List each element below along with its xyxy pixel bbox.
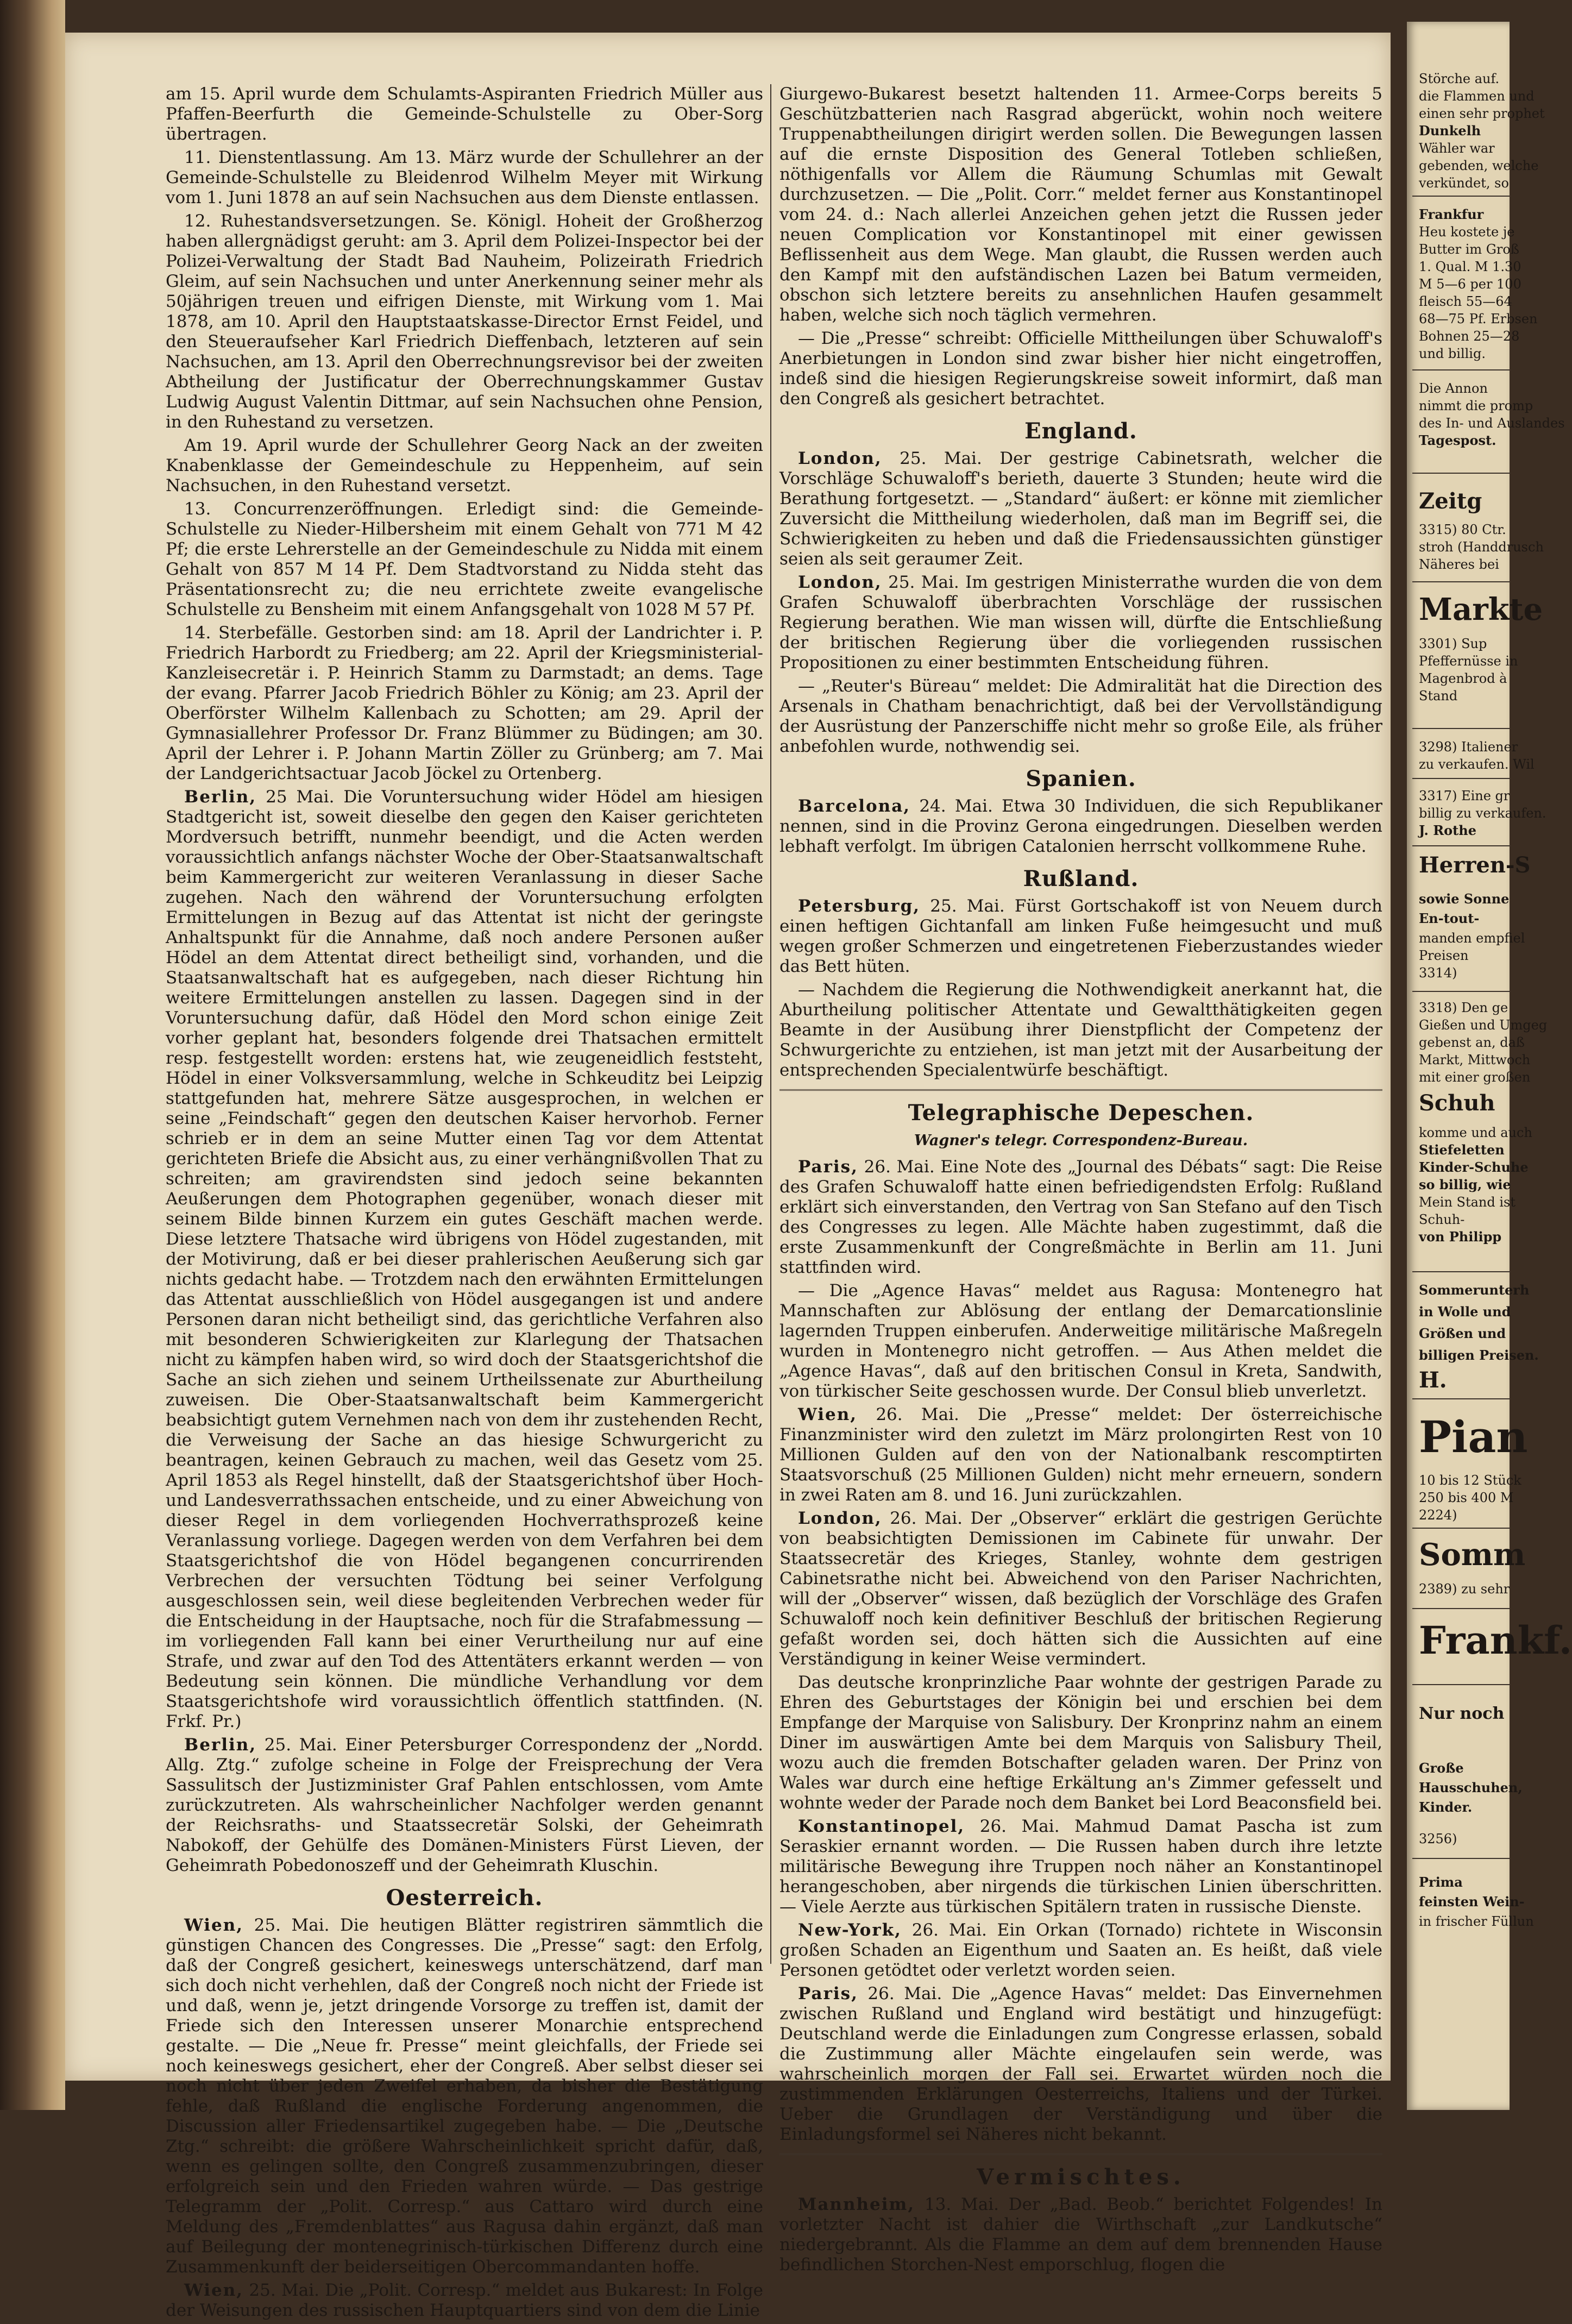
ad-fragment: 2389) zu sehr xyxy=(1419,1581,1510,1597)
ad-fragment: 1. Qual. M 1.30 xyxy=(1419,259,1521,274)
ad-fragment: von Philipp xyxy=(1419,1229,1502,1245)
ad-fragment: 10 bis 12 Stück xyxy=(1419,1473,1521,1488)
ad-divider xyxy=(1412,1608,1510,1609)
dateline-city: Berlin, xyxy=(184,1735,257,1755)
dateline-city: Wien, xyxy=(184,1915,244,1935)
ad-fragment: Nur noch xyxy=(1419,1704,1505,1723)
ad-fragment: in frischer Füllun xyxy=(1419,1914,1534,1929)
ad-divider xyxy=(1412,1858,1510,1859)
section-rule xyxy=(779,2153,1382,2155)
dateline-city: Barcelona, xyxy=(798,796,911,816)
article-text: 25. Mai. Die heutigen Blätter registriren sämmtlich die günstigen Chancen des Congresses. Die „Presse“ sagt: den Erfolg, daß der Congreß gesichert, keineswegs unterschätzend, darf man sich doch nicht verhehlen, daß der Congreß noch nicht der Friede ist und daß, wenn je, jetzt dringende Vorsorge zu treffen ist, damit der Friede sich den Interessen unserer Monarchie entsprechend gestalte. — Die „Neue fr. Presse“ meint gleichfalls, der Friede sei noch keineswegs gesichert, eher der Congreß. Aber selbst dieser sei noch nicht über jeden Zweifel erhaben, da bisher die Bestätigung fehle, daß Rußland die englische Forderung angenommen, die Discussion aller Friedensartikel zugegeben habe. — Die „Deutsche Ztg.“ schreibt: die größere Wahrscheinlichkeit spricht dafür, daß, wenn es gelingen sollte, den Congreß zusammenzubringen, dieser erfolgreich sein und den Frieden wahren würde. — Das gestrige Telegramm der „Polit. Corresp.“ aus Cattaro wird durch eine Meldung des „Fremdenblattes“ aus Ragusa dahin ergänzt, daß man auf Beilegung der montenegrinisch-türkischen Differenz durch eine Zusammenkunft der beiderseitigen Obercommandanten hoffe. xyxy=(166,1915,763,2277)
article-london-1 xyxy=(779,449,1382,569)
ad-fragment: Bohnen 25—28 xyxy=(1419,329,1520,344)
article-text: 25. Mai. Einer Petersburger Correspondenz der „Nordd. Allg. Ztg.“ zufolge scheine in Folge der Freisprechung der Vera Sassulitsch der Justizminister Graf Pahlen entschlossen, vom Amte zurückzutreten. Als wahrscheinlicher Nachfolger werden genannt der Reichsraths- und Staatssecretär Solski, der Geheimrath Nabokoff, der Gehülfe des Domänen-Ministers Fürst Lieven, der Geheimrath Pobedonoszeff und der Geheimrath Kluschin. xyxy=(166,1735,763,1875)
ad-fragment: verkündet, so xyxy=(1419,175,1509,191)
middle-column xyxy=(779,84,1382,2278)
article-london-2 xyxy=(779,573,1382,673)
article-text: 26. Mai. Ein Orkan (Tornado) richtete in Wisconsin großen Schaden an Eigenthum und Saaten an. Es heißt, daß viele Personen getödtet oder verletzt worden seien. xyxy=(779,1920,1383,1980)
article-london-4 xyxy=(779,1509,1382,1669)
paragraph: — Die „Agence Havas“ meldet aus Ragusa: Montenegro hat Mannschaften zur Ablösung der entlang der Demarcationslinie lagernden Truppen einberufen. Anderweitige militärische Maßregeln wurden in Montenegro nicht getroffen. — Aus Athen meldet die „Agence Havas“, daß auf den britischen Consul in Kreta, Sandwith, von türkischer Seite geschossen wurde. Der Consul blieb unverletzt. xyxy=(779,1281,1382,1401)
article-text: 13. Mai. Der „Bad. Beob.“ berichtet Folgendes! In vorletzter Nacht ist dahier die Wirthschaft „zur Landkutsche“ niedergebrannt. Als die Flamme an dem auf dem brennenden Hause befindlichen Storchen-Nest emporschlug, flogen die xyxy=(779,2195,1382,2275)
ad-fragment: 3315) 80 Ctr. xyxy=(1419,522,1506,537)
dateline-city: Wien, xyxy=(798,1405,858,1424)
ad-divider xyxy=(1412,473,1510,474)
paragraph: 12. Ruhestandsversetzungen. Se. Königl. Hoheit der Großherzog haben allergnädigst geruht: am 3. April dem Polizei-Inspector bei der Polizei-Verwaltung der Stadt Bad Nauheim, Polizeirath Friedrich Gleim, auf sein Nachsuchen und unter Anerkennung seiner mehr als 50jährigen treuen und eifrigen Dienste, mit Wirkung vom 1. Mai 1878, am 10. April den Hauptstaatskasse-Director Ernst Feidel, und den Steueraufseher Karl Friedrich Dieffenbach, letzteren auf sein Nachsuchen, am 13. April den Oberrechnungsrevisor bei der zweiten Abtheilung der Justificatur der Oberrechnungskammer Gustav Ludwig August Valentin Dittmar, auf sein Nachsuchen ohne Pension, in den Ruhestand zu versetzen. xyxy=(166,211,763,432)
ad-divider xyxy=(1412,728,1510,729)
article-text: 26. Mai. Eine Note des „Journal des Débats“ sagt: Die Reise des Grafen Schuwaloff hatte einen befriedigendsten Erfolg: Rußland erklärt sich einverstanden, den Vertrag von San Stefano auf den Tisch des Congresses zu legen. Alle Mächte haben zugestimmt, daß die erste Zusammenkunft der Congreßmächte in Berlin am 11. Juni stattfinden wird. xyxy=(779,1157,1382,1277)
ad-divider xyxy=(1412,1528,1510,1529)
paragraph: am 15. April wurde dem Schulamts-Aspiranten Friedrich Müller aus Pfaffen-Beerfurth die Gemeinde-Schulstelle zu Ober-Sorg übertragen. xyxy=(166,84,763,144)
ad-divider xyxy=(1412,369,1510,370)
dateline-city: Mannheim, xyxy=(798,2195,915,2214)
ad-headline: Zeitg xyxy=(1419,488,1482,514)
ad-fragment: Wähler war xyxy=(1419,141,1495,156)
article-text: 26. Mai. Die „Agence Havas“ meldet: Das Einvernehmen zwischen Rußland und England wird bestätigt und hinzugefügt: Deutschland werde die Einladungen zum Congresse erlassen, sobald die Zustimmung aller Mächte eingelaufen sein werde, was wahrscheinlich morgen der Fall sei. Erwartet würden noch die zustimmenden Erklärungen Oesterreichs, Italiens und der Türkei. Ueber die Grundlagen der Verständigung und über die Einladungsformel sei Näheres nicht bekannt. xyxy=(779,1984,1382,2144)
ad-fragment: 3301) Sup xyxy=(1419,636,1487,651)
ad-divider xyxy=(1412,1684,1510,1685)
paragraph: Am 19. April wurde der Schullehrer Georg Nack an der zweiten Knabenklasse der Gemeindeschule zu Heppenheim, auf sein Nachsuchen, in den Ruhestand versetzt. xyxy=(166,436,763,495)
ad-fragment: feinsten Wein- xyxy=(1419,1894,1525,1910)
section-heading: Rußland. xyxy=(1023,866,1139,891)
article-text: 26. Mai. Der „Observer“ erklärt die gestrigen Gerüchte von beabsichtigten Demissionen im Cabinete für unwahr. Der Staatssecretär des Krieges, Stanley, wohnte dem gestrigen Cabinetsrathe nicht bei. Abweichend von den Pariser Nachrichten, will der „Observer“ wissen, daß bezüglich der Vorschläge des Grafen Schuwaloff noch kein definitiver Beschluß der britischen Regierung gefaßt worden sei, doch hätten sich die Aussichten auf eine Verständigung in keiner Weise vermindert. xyxy=(779,1509,1382,1669)
article-new-york xyxy=(779,1920,1382,1981)
ad-fragment: Die Annon xyxy=(1419,381,1488,396)
newspaper-page xyxy=(65,33,1391,2320)
article-text: 26. Mai. Die „Presse“ meldet: Der österreichische Finanzminister wird den zuletzt im März prolongirten Rest von 10 Millionen Gulden auf den von der Nationalbank rescomptirten Staatsvorschuß (25 Millionen Gulden) nicht mehr erneuern, sondern in zwei Raten am 8. und 16. Juni zurückzahlen. xyxy=(779,1405,1382,1505)
paragraph: Das deutsche kronprinzliche Paar wohnte der gestrigen Parade zu Ehren des Geburtstages der Königin bei und erschien bei dem Empfange der Marquise von Salisbury. Der Kronprinz nahm an einem Diner im auswärtigen Amte bei dem Marquis von Salisbury Theil, wozu auch die fremden Botschafter geladen waren. Der Prinz von Wales war durch eine heftige Erkältung an's Zimmer gefesselt und wohnte weder der Parade noch dem Banket bei Lord Beaconsfield bei. xyxy=(779,1673,1382,1813)
left-column xyxy=(166,84,763,2324)
ad-fragment: Frankfur xyxy=(1419,206,1484,222)
article-text: 24. Mai. Etwa 30 Individuen, die sich Republikaner nennen, sind in die Provinz Gerona eingedrungen. Dieselben werden lebhaft verfolgt. Im übrigen Catalonien herrscht vollkommene Ruhe. xyxy=(779,796,1382,856)
paragraph: 13. Concurrenzeröffnungen. Erledigt sind: die Gemeinde-Schulstelle zu Nieder-Hilbersheim mit einem Gehalt von 771 M 42 Pf; die erste Lehrerstelle an der Gemeindeschule zu Nidda mit einem Gehalt von 857 M 14 Pf. Dem Stadtvorstand zu Nidda steht das Präsentationsrecht zu; die neu errichtete zweite evangelische Schulstelle zu Bensheim mit einem Anfangsgehalt von 1028 M 57 Pf. xyxy=(166,499,763,619)
ad-fragment: zu verkaufen. Wil xyxy=(1419,757,1535,772)
dateline-city: Paris, xyxy=(798,1157,858,1177)
ad-fragment: fleisch 55—64 xyxy=(1419,294,1512,309)
ad-divider xyxy=(1412,196,1510,197)
dateline-city: Wien, xyxy=(184,2281,244,2300)
article-konstantinopel xyxy=(779,1817,1382,1917)
article-text: 25 Mai. Die Voruntersuchung wider Hödel am hiesigen Stadtgericht ist, soweit dieselbe den gegen den Kaiser gerichteten Mordversuch betrifft, nunmehr beendigt, und die Acten werden voraussichtlich anfangs nächster Woche der Ober-Staatsanwaltschaft beim Kammergericht zur weiteren Veranlassung in dieser Sache zugehen. Nach den während der Voruntersuchung erfolgten Ermittelungen in Bezug auf das Attentat ist nicht der geringste Anhaltspunkt für die Annahme, daß noch andere Personen außer Hödel an dem Attentat direct betheiligt sind, vorhanden, und die Staatsanwaltschaft hat es aufgegeben, nach dieser Richtung hin weitere Ermittelungen anstellen zu lassen. Dagegen sind in der Voruntersuchung dafür, daß Hödel den Mord schon einige Zeit vorher geplant hat, besonders folgende drei Thatsachen ermittelt resp. festgestellt worden: erstens hat, wie zeugeneidlich feststeht, Hödel in einer Volksversammlung, welche in Schkeuditz bei Leipzig stattgefunden hat, mehrere Sätze ausgesprochen, in welchen er seine „Feindschaft“ gegen den deutschen Kaiser hervorhob. Ferner schrieb er in dem an seine Mutter einen Tag vor dem Attentat gerichteten Briefe die Absicht aus, zu einer verhängnißvollen That zu schreiten; am gravirendsten sind jedoch seine bekannten Aeußerungen dem Photographen gegenüber, wonach dieser mit seinem Bilde binnen Kurzem ein gutes Geschäft machen werde. Diese letztere Thatsache wird übrigens von Hödel zugestanden, mit der Motivirung, daß er bei dieser prahlerischen Aeußerung sich gar nichts gedacht habe. — Trotzdem nach den erwähnten Ermittelungen das Attentat ausschließlich von Hödel ausgegangen ist und andere Personen daran nicht betheiligt sind, das gerichtliche Verfahren also mit besonderen Schwierigkeiten zur Klarlegung der Thatsachen nicht zu kämpfen haben wird, so wird doch der Staatsgerichtshof die Sache an sich ziehen und seinem Urtheilssenate zur Aburtheilung zuweisen. Die Ober-Staatsanwaltschaft beim Kammergericht beabsichtigt gutem Vernehmen nach von dem ihr zustehenden Recht, die Verweisung der Sache an das hiesige Schwurgericht zu beantragen, keinen Gebrauch zu machen, weil das Gesetz vom 25. April 1853 als Regel hinstellt, daß der Staatsgerichtshof über Hoch- und Landesverrathssachen entscheide, und zu einer Abweichung von dieser Regel in dem vorliegenden Hochverrathsprozeß keine Veranlassung vorliege. Dagegen werden von dem Verfahren bei dem Staatsgerichtshof die von Hödel begangenen concurrirenden Verbrechen der versuchten Tödtung bei seiner Verfolgung ausgeschlossen sein, weil diese begleitenden Verbrechen weder für die Entscheidung in der Hauptsache, noch für die Strafabmessung — im vorliegenden Fall kann bei einer Verurtheilung nur auf eine Strafe, und zwar auf den Tod des Attentäters erkannt werden — von Bedeutung sein können. Die mündliche Verhandlung vor dem Staatsgerichtshofe wird voraussichtlich öffentlich stattfinden. xyxy=(166,787,763,1711)
article-paris-1 xyxy=(779,1157,1382,1278)
ad-headline: Schuh xyxy=(1419,1090,1495,1116)
ad-fragment: billig zu verkaufen. xyxy=(1419,806,1546,821)
section-heading: Oesterreich. xyxy=(386,1885,543,1911)
paragraph: Giurgewo-Bukarest besetzt haltenden 11. Armee-Corps bereits 5 Geschützbatterien nach Rasgrad abgerückt, wohin noch weitere Truppenabtheilungen dirigirt werden sollen. Die Bewegungen lassen auf die ernste Disposition des General Totleben schließen, nöthigenfalls vor Allem die Räumung Schumlas mit Gewalt durchzusetzen. — Die „Polit. Corr.“ meldet ferner aus Konstantinopel vom 24. d.: Nach allerlei Anzeichen gehen jetzt die Russen jeder neuen Complication vor Konstantinopel mit einer gewissen Beflissenheit aus dem Wege. Man glaubt, die Russen werden auch den Kampf mit den aufständischen Lazen bei Batum vermeiden, obschon sich letztere bereits zu ansehnlichen Haufen gesammelt haben, welche sich noch täglich vermehren. xyxy=(779,84,1382,325)
dateline-city: Paris, xyxy=(798,1984,858,2003)
adjacent-page-edge xyxy=(1407,22,1572,2110)
ad-fragment: Heu kostete je xyxy=(1419,224,1515,240)
paragraph: — Nachdem die Regierung die Nothwendigkeit anerkannt hat, die Aburtheilung politischer Attentate und Gewaltthätigkeiten gegen Beamte in der Ausübung ihrer Dienstpflicht der Competenz der Schwurgerichte zu entziehen, ist man jetzt mit der Ausarbeitung der entsprechenden Specialentwürfe beschäftigt. xyxy=(779,980,1382,1080)
ad-fragment: Gießen und Umgeg xyxy=(1419,1017,1548,1033)
ad-fragment: Störche auf. xyxy=(1419,71,1500,86)
paragraph: — „Reuter's Büreau“ meldet: Die Admiralität hat die Direction des Arsenals in Chatham benachrichtigt, daß bei der Vervollständigung der Ausrüstung der Panzerschiffe nicht mehr so große Eile, als früher anbefohlen wurde, nothwendig sei. xyxy=(779,676,1382,756)
article-wien-2 xyxy=(166,2281,763,2321)
ad-divider xyxy=(1412,581,1510,582)
ad-fragment: Tagespost. xyxy=(1419,432,1496,448)
ad-divider xyxy=(1412,845,1510,846)
ad-headline: Markte xyxy=(1419,592,1543,627)
paragraph: — Die „Presse“ schreibt: Officielle Mittheilungen über Schuwaloff's Anerbietungen in London sind zwar bisher hier nicht eingetroffen, indeß sind die hiesigen Regierungskreise soweit informirt, daß man den Congreß als gesichert betrachtet. xyxy=(779,329,1382,409)
article-wien-3 xyxy=(779,1405,1382,1505)
ad-fragment: En-tout- xyxy=(1419,910,1480,926)
section-heading: Telegraphische Depeschen. xyxy=(908,1100,1254,1126)
ad-fragment: Große xyxy=(1419,1760,1464,1776)
ad-fragment: Prima xyxy=(1419,1874,1463,1890)
ad-fragment: 68—75 Pf. Erbsen xyxy=(1419,311,1538,326)
article-text: 25. Mai. Im gestrigen Ministerrathe wurden die von dem Grafen Schuwaloff überbrachten Vorschläge der russischen Regierung berathen. Wie man wissen will, dürfte die Entschließung der britischen Regierung über die vorliegenden russischen Propositionen zu einer bestimmten Entscheidung führen. xyxy=(779,573,1382,673)
ad-fragment: manden empfiel xyxy=(1419,931,1525,946)
ad-fragment: komme und auch xyxy=(1419,1125,1532,1140)
ad-headline: Herren-S xyxy=(1419,852,1531,878)
ad-fragment: 3256) xyxy=(1419,1831,1457,1846)
section-rule xyxy=(779,1089,1382,1091)
ad-fragment: Magenbrod à xyxy=(1419,671,1507,686)
ad-headline: Somm xyxy=(1419,1537,1526,1573)
ad-fragment: 2224) xyxy=(1419,1508,1457,1523)
ad-fragment: mit einer großen xyxy=(1419,1070,1531,1085)
article-text: 25. Mai. Die „Polit. Corresp.“ meldet aus Bukarest: In Folge der Weisungen des russischen Hauptquartiers sind von dem die Linie xyxy=(166,2281,763,2320)
ad-fragment: Mein Stand ist xyxy=(1419,1195,1516,1210)
ad-fragment: 250 bis 400 M xyxy=(1419,1490,1514,1505)
ad-fragment: Dunkelh xyxy=(1419,123,1481,139)
ad-divider xyxy=(1412,991,1510,992)
article-wien-1 xyxy=(166,1915,763,2277)
ad-fragment: Stiefeletten xyxy=(1419,1142,1505,1158)
article-berlin-2 xyxy=(166,1735,763,1876)
ad-fragment: Sommerunterh xyxy=(1419,1282,1530,1298)
ad-fragment: gebenst an, daß xyxy=(1419,1035,1525,1050)
article-source: (N. Frkf. Pr.) xyxy=(166,1692,763,1731)
ad-fragment: J. Rothe xyxy=(1419,822,1476,838)
ad-fragment: des In- und Auslandes xyxy=(1419,416,1565,431)
section-heading: Spanien. xyxy=(1026,766,1136,792)
ad-fragment: 3318) Den ge xyxy=(1419,1000,1508,1015)
ad-fragment: Stand xyxy=(1419,688,1458,704)
ad-fragment: so billig, wie xyxy=(1419,1177,1511,1192)
ad-headline: Pian xyxy=(1419,1411,1528,1462)
column-divider xyxy=(770,84,771,1964)
ad-fragment: Pfeffernüsse in xyxy=(1419,654,1518,669)
ad-fragment: und billig. xyxy=(1419,346,1486,361)
ad-fragment: einen sehr prophet xyxy=(1419,106,1545,121)
ad-fragment: 3298) Italiener xyxy=(1419,739,1518,755)
article-text: 25. Mai. Fürst Gortschakoff ist von Neuem durch einen heftigen Gichtanfall am linken Fuße heimgesucht und muß wegen großer Schmerzen und eingetretenen Fieberzustandes wieder das Bett hüten. xyxy=(779,896,1382,976)
article-petersburg xyxy=(779,896,1382,977)
ad-fragment: 3317) Eine gr xyxy=(1419,788,1510,803)
article-paris-2 xyxy=(779,1984,1382,2145)
ad-divider xyxy=(1412,1398,1510,1399)
ad-fragment: Preisen xyxy=(1419,948,1469,963)
dateline-city: Konstantinopel, xyxy=(798,1817,965,1836)
ad-fragment: 3314) xyxy=(1419,965,1457,981)
ad-fragment: Kinder-Schuhe xyxy=(1419,1159,1529,1175)
paragraph: 14. Sterbefälle. Gestorben sind: am 18. April der Landrichter i. P. Friedrich Harbordt zu Friedberg; am 22. April der Kriegsministerial-Kanzleisecretär i. P. Heinrich Stamm zu Darmstadt; an dems. Tage der evang. Pfarrer Jacob Friedrich Böhler zu König; am 23. April der Oberförster Wilhelm Kallenbach zu Schotten; am 29. April der Gymnasiallehrer Professor Dr. Franz Blümmer zu Büdingen; am 30. April der Lehrer i. P. Johann Martin Zöller zu Grünberg; am 7. Mai der Landgerichtsactuar Jacob Jöckel zu Ortenberg. xyxy=(166,623,763,783)
ad-fragment: stroh (Handdrusch xyxy=(1419,539,1544,555)
ad-fragment: gebenden, welche xyxy=(1419,158,1539,173)
ad-fragment: sowie Sonne xyxy=(1419,891,1510,907)
article-text: 26. Mai. Mahmud Damat Pascha ist zum Seraskier ernannt worden. — Die Russen haben durch ihre letzte militärische Bewegung ihre Truppen noch näher an Konstantinopel herangeschoben, aber nirgends die türkischen Linien überschritten. — Viele Aerzte aus türkischen Spitälern traten in russische Dienste. xyxy=(779,1817,1383,1917)
article-text: 25. Mai. Der gestrige Cabinetsrath, welcher die Vorschläge Schuwaloff's berieth, dauerte 3 Stunden; heute wird die Berathung fortgesetzt. — „Standard“ äußert: er könne mit ziemlicher Zuversicht die Mittheilung wiederholen, daß man im Begriff sei, die Schwierigkeiten zu heben und daß die Friedensaussichten günstiger seien als seit geraumer Zeit. xyxy=(779,449,1382,569)
ad-fragment: M 5—6 per 100 xyxy=(1419,277,1521,292)
dateline-city: London, xyxy=(798,449,882,468)
ad-fragment: Markt, Mittwoch xyxy=(1419,1052,1531,1067)
ad-divider xyxy=(1412,778,1510,779)
article-mannheim xyxy=(779,2195,1382,2275)
ad-fragment: die Flammen und xyxy=(1419,89,1535,104)
dateline-city: London, xyxy=(798,1509,882,1528)
ad-fragment: Hausschuhen, xyxy=(1419,1780,1523,1795)
paragraph: 11. Dienstentlassung. Am 13. März wurde der Schullehrer an der Gemeinde-Schulstelle zu Bleidenrod Wilhelm Meyer mit Wirkung vom 1. Juni 1878 an auf sein Nachsuchen aus dem Dienste entlassen. xyxy=(166,148,763,208)
dateline-city: Berlin, xyxy=(184,787,257,807)
book-binding xyxy=(0,0,65,2110)
ad-fragment: Butter im Groß xyxy=(1419,242,1519,257)
dateline-city: New-York, xyxy=(798,1920,902,1940)
dateline-city: London, xyxy=(798,573,882,592)
ad-fragment: nimmt die promp xyxy=(1419,398,1533,413)
ad-headline: Frankf. xyxy=(1419,1618,1572,1663)
ad-fragment: Schuh- xyxy=(1419,1212,1465,1227)
section-heading: England. xyxy=(1024,418,1137,444)
ad-fragment: H. xyxy=(1419,1367,1447,1393)
ad-fragment: billigen Preisen. xyxy=(1419,1347,1539,1363)
section-heading: Vermischtes. xyxy=(977,2164,1185,2190)
ad-divider xyxy=(1412,1271,1510,1272)
ad-fragment: in Wolle und xyxy=(1419,1304,1511,1320)
article-barcelona xyxy=(779,796,1382,857)
dateline-city: Petersburg, xyxy=(798,896,921,916)
ad-fragment: Größen und xyxy=(1419,1326,1506,1341)
ad-fragment: Kinder. xyxy=(1419,1799,1473,1815)
ad-fragment: Näheres bei xyxy=(1419,557,1499,572)
article-berlin-1 xyxy=(166,787,763,1732)
section-subheading: Wagner's telegr. Correspondenz-Bureau. xyxy=(914,1132,1248,1149)
